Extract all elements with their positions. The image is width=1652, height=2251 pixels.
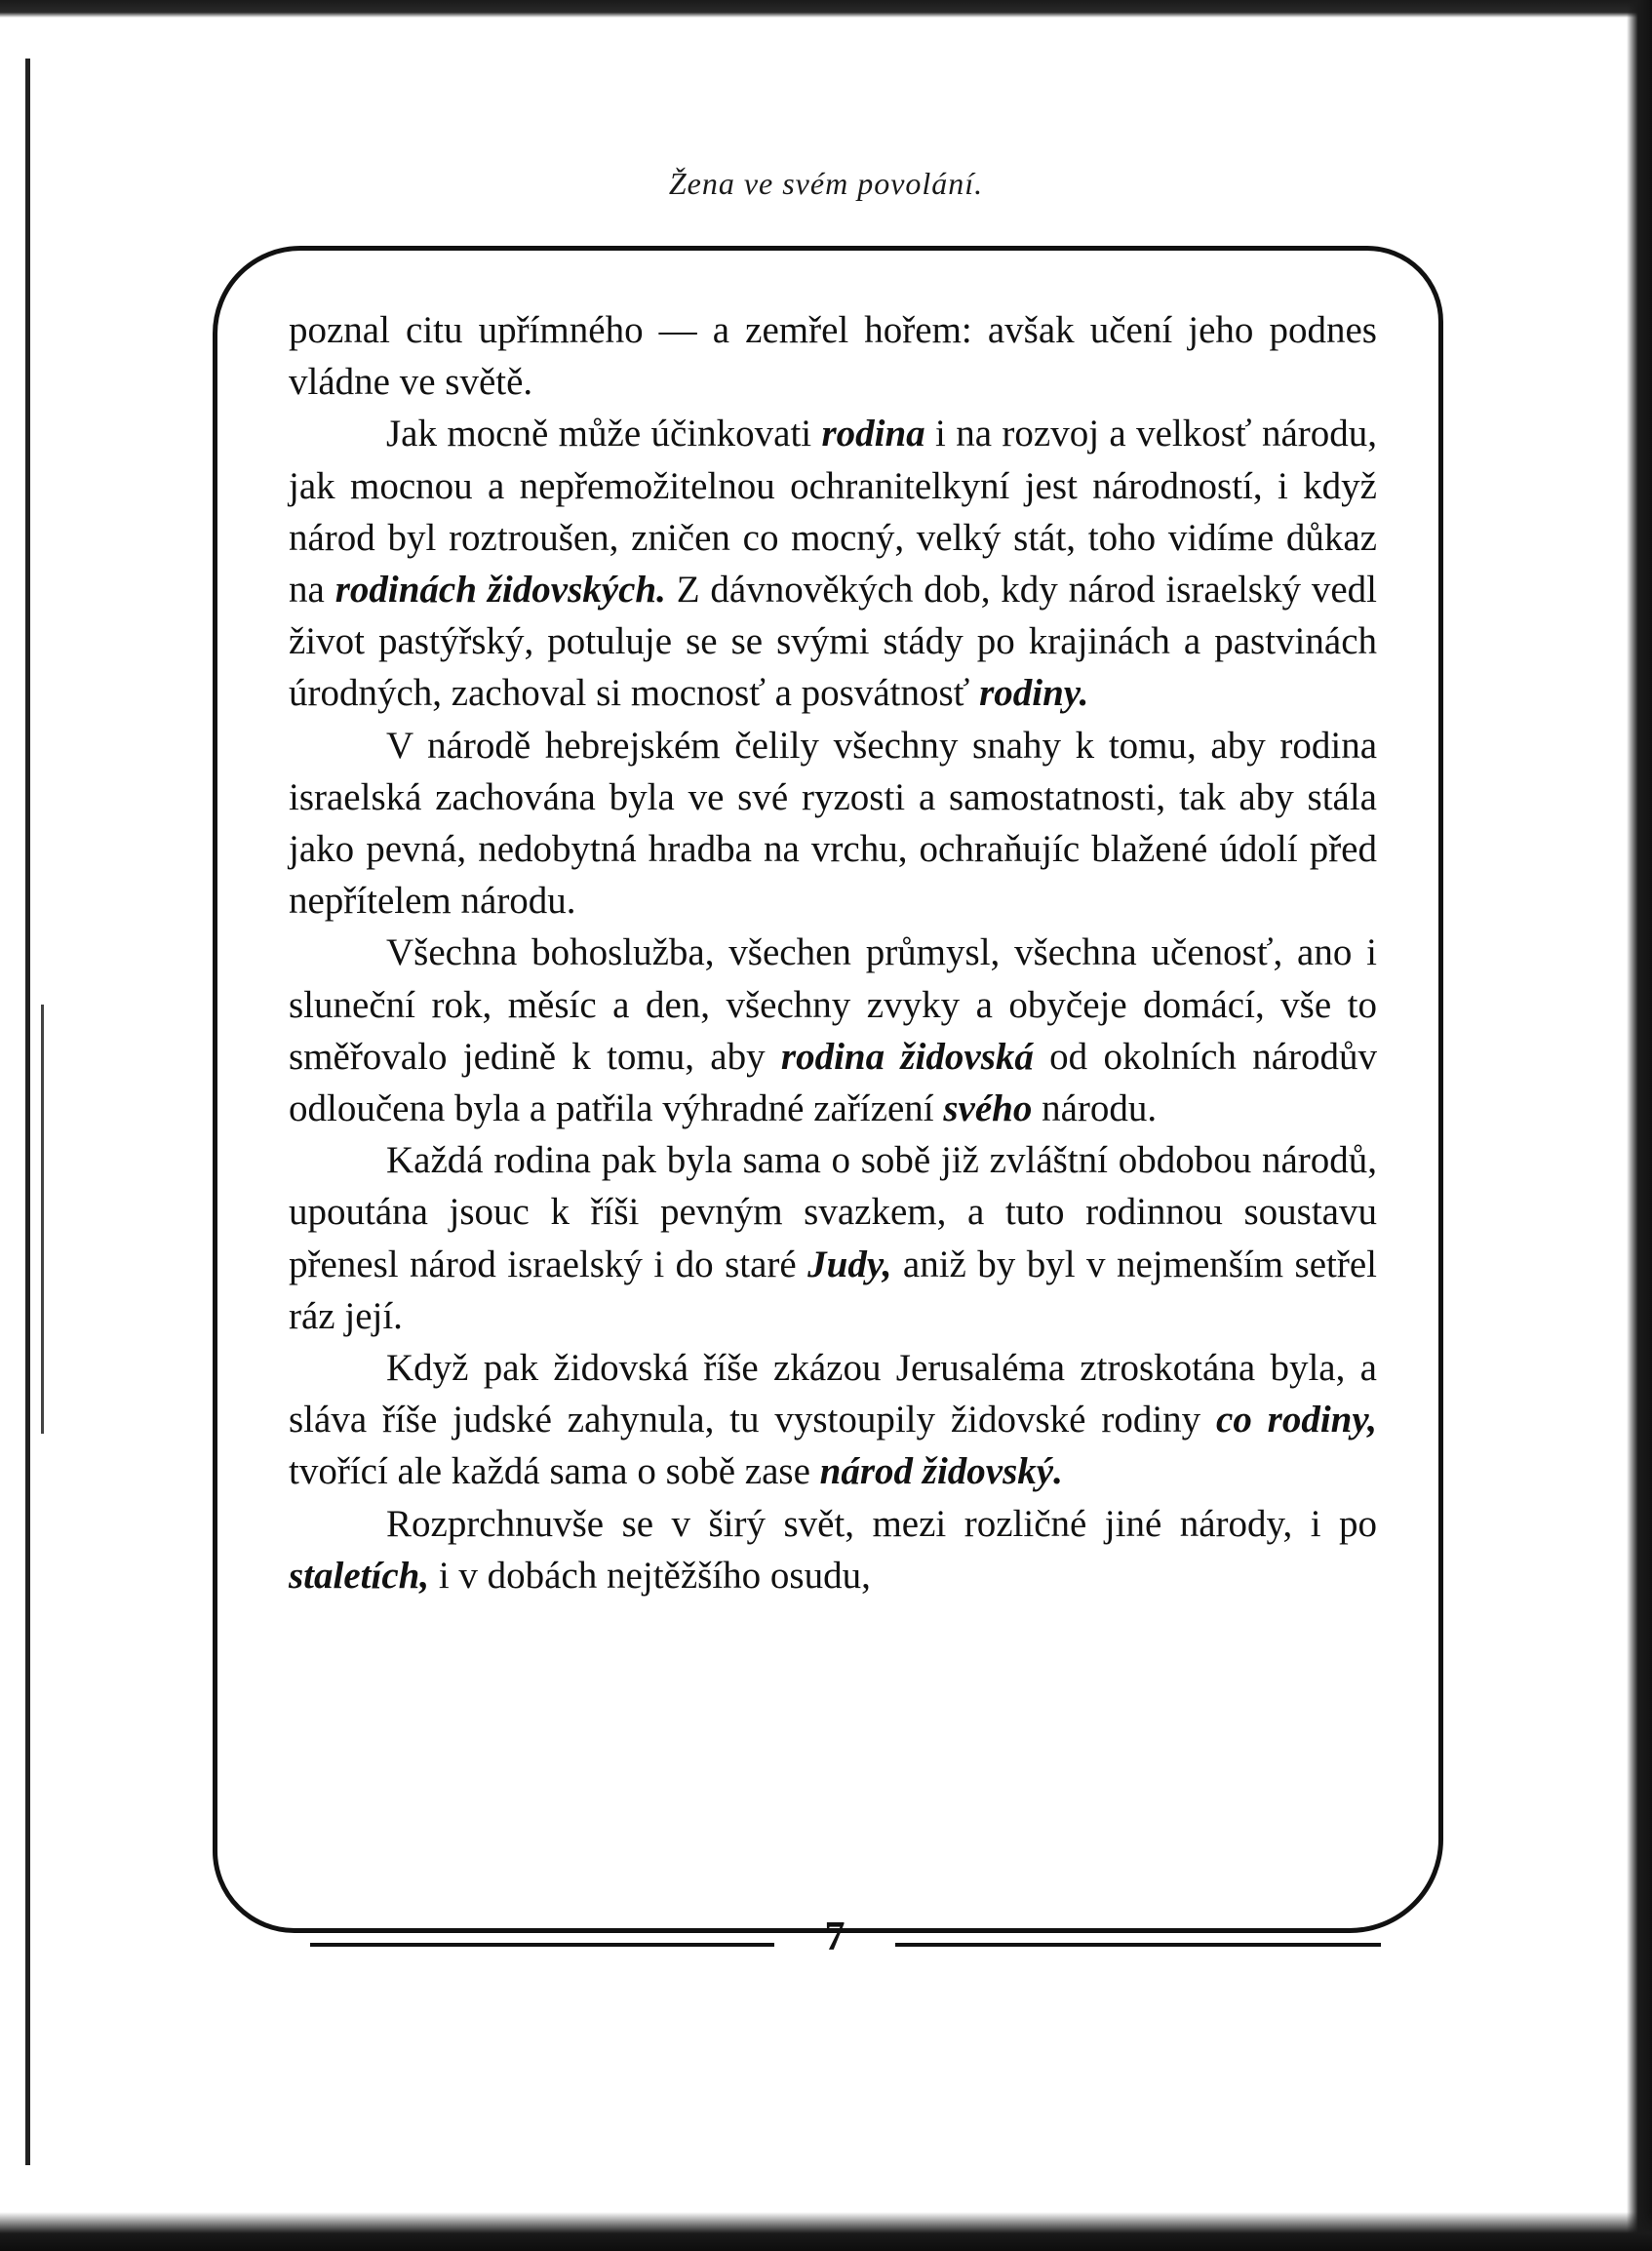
paragraph [289, 408, 1377, 719]
text-run: Rozprchnuvše se v širý svět, mezi rozličné jiné národy, i po [386, 1502, 1377, 1545]
body-text [289, 304, 1377, 1601]
footer-rule-left [310, 1943, 774, 1947]
paragraph [289, 1342, 1377, 1498]
emphasis-text: národ židovský. [819, 1450, 1063, 1493]
emphasis-text: Judy, [807, 1243, 892, 1285]
page-number: 7 [824, 1915, 846, 1959]
paragraph [289, 1498, 1377, 1601]
footer-rule-right [895, 1943, 1381, 1947]
text-run: národu. [1032, 1087, 1158, 1130]
emphasis-text: co rodiny, [1216, 1399, 1377, 1441]
page-edge-bottom [0, 2212, 1652, 2251]
emphasis-text: rodina židovská [780, 1035, 1034, 1078]
page-edge-right [1627, 0, 1652, 2251]
binding-line [25, 59, 30, 2165]
text-run: poznal citu upřímného — a zemřel hořem: avšak učení jeho podnes vládne ve světě. [289, 309, 1377, 404]
text-run: Jak mocně může účinkovati [386, 413, 822, 455]
text-run: od okolních národův odloučena byla a patřila výhradné zařízení [289, 1035, 1377, 1130]
paragraph [289, 304, 1377, 408]
paragraph [289, 1134, 1377, 1342]
paragraph [289, 927, 1377, 1134]
page-edge-top [0, 0, 1652, 18]
running-head: Žena ve svém povolání. [668, 166, 984, 201]
text-run: Když pak židovská říše zkázou Jerusaléma ztroskotána byla, a sláva říše judské zahynula, tu vystoupily židovské rodiny [289, 1347, 1377, 1441]
emphasis-text: svého [943, 1087, 1033, 1130]
binding-line-secondary [41, 1005, 44, 1434]
text-run: Všechna bohoslužba, všechen průmysl, všechna učenosť, ano i sluneční rok, měsíc a den, všechny zvyky a obyčeje domácí, vše to směřovalo jedině k tomu, aby [289, 931, 1377, 1078]
emphasis-text: rodiny. [979, 672, 1089, 715]
text-run: Z dávnověkých dob, kdy národ israelský vedl život pastýřský, potuluje se se svými stády po krajinách a pastvinách úrodných, zachoval si mocnosť a posvátnosť [289, 569, 1377, 715]
paragraph [289, 720, 1377, 928]
emphasis-text: staletích, [289, 1554, 430, 1597]
emphasis-text: rodinách židovských. [334, 569, 666, 612]
text-run: V národě hebrejském čelily všechny snahy k tomu, aby rodina israelská zachována byla ve své ryzosti a samostatnosti, tak aby stála jako pevná, nedobytná hradba na vrchu, ochraňujíc blažené údolí před nepřítelem národu. [289, 724, 1377, 923]
text-run: aniž by byl v nejmenším setřel ráz její. [289, 1243, 1377, 1337]
emphasis-text: rodina [821, 413, 925, 455]
text-run: Každá rodina pak byla sama o sobě již zvláštní obdobou národů, upoutána jsouc k říši pevným svazkem, a tuto rodinnou soustavu přenesl národ israelský i do staré [289, 1139, 1377, 1285]
text-run: tvořící ale každá sama o sobě zase [289, 1450, 820, 1493]
text-run: i v dobách nejtěžšího osudu, [429, 1554, 871, 1597]
text-run: i na rozvoj a velkosť národu, jak mocnou a nepřemožitelnou ochranitelkyní jest národností, i když národ byl roztroušen, zničen co mocný, velký stát, toho vidíme důkaz na [289, 413, 1377, 612]
